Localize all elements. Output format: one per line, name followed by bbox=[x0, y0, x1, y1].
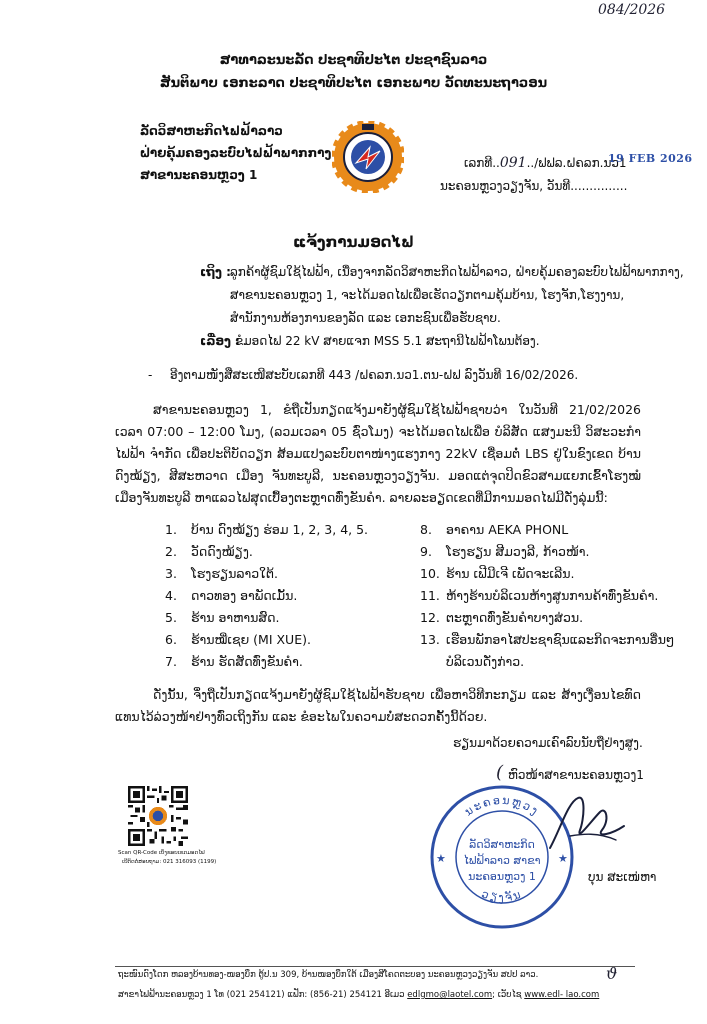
list-item: 9. ໂຮງຮຽນ ສີມວງລີ, ກ້າວໜ້າ. bbox=[420, 544, 590, 559]
reference-dash: - bbox=[148, 368, 153, 382]
svg-text:★: ★ bbox=[436, 852, 446, 865]
to-label: ເຖິງ : bbox=[200, 265, 231, 279]
footer-contact-text: ສາຂາໄຟຟ້ານະຄອນຫຼວງ 1 ໂທ (021 254121) ແຟັກ: (856-21) 254121 ອີເມວ bbox=[118, 990, 408, 1000]
date-stamp: 19 FEB 2026 bbox=[608, 152, 693, 165]
subject-text: ຂໍມອດໄຟ 22 kV ສາຍແຈກ MSS 5.1 ສະຖານີໄຟຟ້າໂພນຕ້ອງ. bbox=[235, 334, 540, 348]
footer-divider bbox=[115, 966, 635, 967]
org-line-2: ຝ່າຍຄຸ້ມຄອງລະບົບໄຟຟ້າພາກກາງ bbox=[140, 146, 332, 160]
edl-logo bbox=[332, 121, 404, 193]
stamp-ring-top: ນະຄອນຫຼວງ bbox=[462, 793, 542, 819]
list-item: ບໍລິເວນດັ່ງກ່າວ. bbox=[446, 654, 525, 669]
org-line-3: ສາຂານະຄອນຫຼວງ 1 bbox=[140, 168, 258, 182]
page-title: ແຈ້ງການມອດໄຟ bbox=[293, 233, 414, 251]
reference-text: ອີງຕາມໜັງສືສະເໜີສະບັບເລກທີ 443 /ຝຄລກ.ນວ1.ຕນ-ຝຟ ລົງວັນທີ 16/02/2026. bbox=[170, 368, 579, 382]
list-item: 13. ເຮືອນພັກອາໄສປະຊາຊົນແລະກິດຈະການອື່ນໆ bbox=[420, 632, 675, 647]
qr-caption-1: Scan QR-Code ເບິ່ງຂອບເຂດມອດໄຟ bbox=[118, 850, 205, 856]
to-line-2: ສາຂານະຄອນຫຼວງ 1, ຈະໄດ້ມອດໄຟເພື່ອເຮັດວຽກຕາມຄຸ້ມບ້ານ, ໂຮງຈັກ,ໂຮງງານ, bbox=[230, 288, 625, 302]
regards: ຮຽນມາດ້ວຍຄວາມເຄົາລົບນັບຖືຢ່າງສູງ. bbox=[453, 736, 643, 750]
footer-website-link[interactable]: www.edl- lao.com bbox=[524, 990, 600, 1000]
list-item: 2. ວັດດົງໝ້ຽງ. bbox=[165, 544, 253, 559]
title-flourish: ( bbox=[496, 762, 504, 783]
stamp-inner-2: ໄຟຟ້າລາວ ສາຂາ bbox=[463, 854, 541, 867]
list-item: 1. ບ້ານ ດົງໝ້ຽງ ຮ່ອມ 1, 2, 3, 4, 5. bbox=[165, 522, 369, 537]
list-item: 5. ຮ້ານ ອາຫານສົດ. bbox=[165, 610, 280, 625]
svg-text:★: ★ bbox=[558, 852, 568, 865]
footer-contact bbox=[118, 990, 599, 1000]
list-item: 7. ຮ້ານ ຮັດສັດທົ່ງຂັນຄໍາ. bbox=[165, 654, 303, 669]
footer-initials: ϑ bbox=[606, 964, 618, 983]
to-line-1: ລູກຄ້າຜູ້ຊົມໃຊ້ໄຟຟ້າ, ເນື່ອງຈາກລັດວິສາຫະກິດໄຟຟ້າລາວ, ຝ່າຍຄຸ້ມຄອງລະບົບໄຟຟ້າພາກກາງ, bbox=[230, 265, 684, 279]
signatory-name: ບຸນ ສະເໜ່ຫາ bbox=[588, 870, 657, 884]
svg-text:ວຽງຈັນ bbox=[480, 887, 525, 904]
doc-number-handwritten: 091 bbox=[499, 155, 527, 171]
areas-right-list bbox=[420, 519, 680, 673]
list-item: 8. ອາຄານ AEKA PHONL bbox=[420, 522, 569, 537]
stamp-inner-3: ນະຄອນຫຼວງ 1 bbox=[468, 870, 536, 883]
signatory-title: ຫົວໜ້າສາຂານະຄອນຫຼວງ1 bbox=[508, 768, 644, 782]
doc-number-suffix: ../ຟຟລ.ຝຄລກ.ນວ1 bbox=[526, 156, 627, 170]
svg-text:ນະຄອນຫຼວງ bbox=[462, 794, 541, 819]
stamp-inner-1: ລັດວິສາຫະກິດ bbox=[469, 838, 535, 851]
republic-line-1: ສາທາລະນະລັດ ປະຊາທິປະໄຕ ປະຊາຊົນລາວ bbox=[219, 53, 488, 68]
footer-contact-sep: ; ເວັບໄຊ bbox=[492, 990, 525, 1000]
body-paragraph: ສາຂານະຄອນຫຼວງ 1, ຂໍຖືເປັນກຽດແຈ້ງມາຍັງຜູ້ຊົມໃຊ້ໄຟຟ້າຊາບວ່າ ໃນວັນທີ 21/02/2026 ເວລາ 07:00 – 12:00 ໂມງ, (ລວມເວລາ 05 ຊົ່ວໂມງ) ຈະໄດ້ມອດໄຟເພື່ອ ບໍລິສັດ ແສງມະນີ ວິສະວະກໍາໄຟຟ້າ ຈໍາກັດ ເພື່ອປະຕິບັດວຽກ ສ້ອມແປງລະບົບຕາໜ່າງແຮງກາງ 22kV ເຊື່ອມຕໍ່ LBS ຢູ່ໃນຂົງເຂດ ບ້ານ ດົງໝ້ຽງ, ສີສະຫວາດ ເມືອງ ຈັນທະບູລີ, ນະຄອນຫຼວງວຽງຈັນ. ມອດແຕ່ຈຸດປິດຂົວສາມແຍກເຂົ້າໂຮງໝໍເມືອງຈັນທະບູລີ ຫາແລວໄຟສຸດເບື້ອງຕະຫຼາດທົ່ງຂັນຄໍາ. ລາຍລະອຽດເຂດທີ່ມີການມອດໄຟມີດັ່ງລຸ່ມນີ້: bbox=[115, 402, 641, 505]
doc-number-prefix: ເລກທີ.. bbox=[464, 156, 500, 170]
footer-address: ຖະໜົນດົງໂດກ ຫລອງບ້ານທອງ-ໜອງບຶກ ຕູ້ປ.ນ 309, ບ້ານໜອງບຶກໃຕ້ ເມືອງສີໂຄດຕະບອງ ນະຄອນຫຼວງວຽງຈັນ ສປປ ລາວ. bbox=[118, 970, 539, 980]
list-item: 11. ຫ້າງຮ້ານບໍລິເວນຫ້າງສູນການຄ້າທົ່ງຂັນຄໍາ. bbox=[420, 588, 659, 603]
areas-left-list bbox=[165, 519, 405, 673]
doc-number bbox=[464, 155, 627, 171]
handwritten-ref: 084/2026 bbox=[598, 2, 666, 18]
footer-email-link[interactable]: edlgmo@laotel.com bbox=[407, 990, 493, 1000]
place-date: ນະຄອນຫຼວງວຽງຈັນ, ວັນທີ............... bbox=[440, 179, 628, 193]
qr-caption-2: ເບີຕິດຕໍ່ສອບຖາມ: 021 316093 (1199) bbox=[122, 859, 217, 865]
list-item: 6. ຮ້ານໝີ່ເຊຍ (MI XUE). bbox=[165, 632, 311, 647]
stamp-ring-bottom: ວຽງຈັນ bbox=[479, 887, 525, 905]
qr-code bbox=[128, 786, 188, 846]
list-item: 4. ດາວທອງ ອາພັດເມັ້ນ. bbox=[165, 588, 298, 603]
list-item: 12. ຕະຫຼາດທົ່ງຂັນຄໍາບາງສ່ວນ. bbox=[420, 610, 584, 625]
to-line-3: ສໍານັກງານຫ້ອງການຂອງລັດ ແລະ ເອກະຊົນເພື່ອຮັບຊາບ. bbox=[230, 311, 501, 325]
list-item: 10. ຮ້ານ ເຟີມີເຈີ ເພັດຈະເລີນ. bbox=[420, 566, 575, 581]
list-item: 3. ໂຮງຮຽນລາວໃຕ້. bbox=[165, 566, 278, 581]
subject-label: ເລື່ອງ : bbox=[200, 334, 240, 348]
org-line-1: ລັດວິສາຫະກິດໄຟຟ້າລາວ bbox=[140, 124, 283, 138]
republic-line-2: ສັນຕິພາບ ເອກະລາດ ປະຊາທິປະໄຕ ເອກະພາບ ວັດທະນະຖາວອນ bbox=[159, 76, 548, 91]
signature bbox=[540, 790, 630, 860]
closing-paragraph: ດັ່ງນັ້ນ, ຈຶ່ງຖືເປັນກຽດແຈ້ງມາຍັງຜູ້ຊົມໃຊ້ໄຟຟ້າຮັບຊາບ ເພື່ອຫາວິທີກະກຽມ ແລະ ສ້າງເງື່ອນໄຂທົດແທນໄວ້ລ່ວງໜ້າຢ່າງທົ່ວເຖິງກັນ ແລະ ຂໍອະໄພໃນຄວາມບໍ່ສະດວກຄັ້ງນີ້ດ້ວຍ. bbox=[115, 687, 641, 724]
